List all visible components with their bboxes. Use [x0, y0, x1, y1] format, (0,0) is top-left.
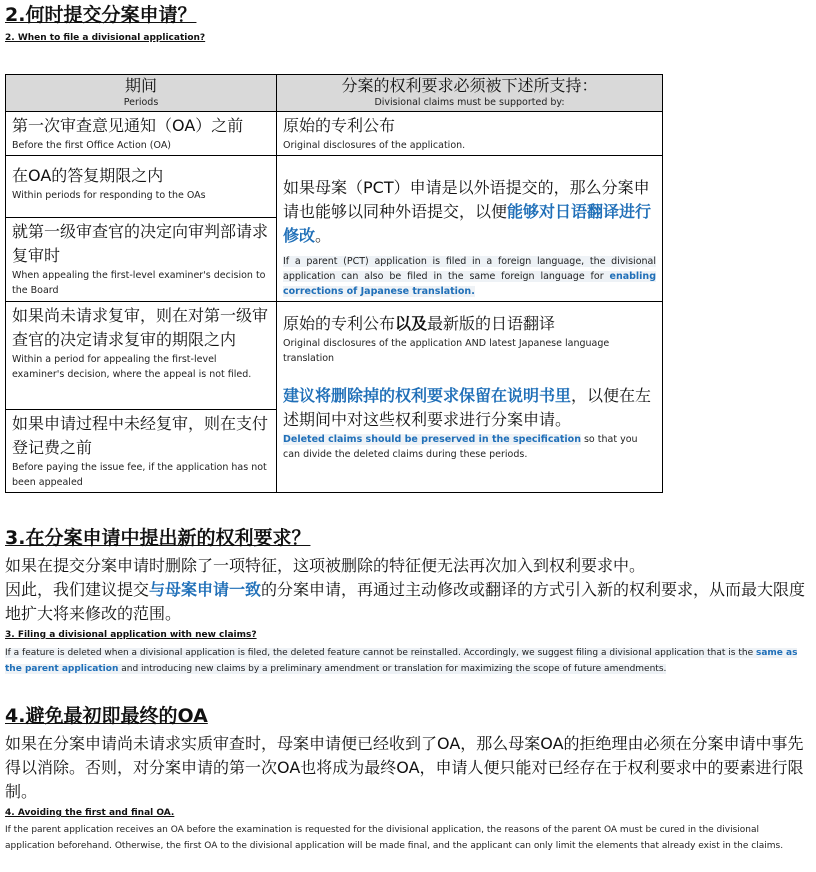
table-header-row [6, 75, 663, 112]
period-zh: 在OA的答复期限之内 [12, 166, 164, 185]
support-note-zh-text: ，以便在左述期间中对这些权利要求进行分案申请。 [283, 386, 652, 429]
support-en: Original disclosures of the application. [283, 140, 466, 151]
period-cell [6, 302, 277, 410]
section-2-subtitle: 2. When to file a divisional application? [5, 33, 206, 43]
support-note-en-text: so that you can divide the deleted claims during these periods. [283, 434, 638, 460]
support-en: Original disclosures of the application AND latest Japanese language translation [283, 338, 610, 364]
support-zh [283, 304, 656, 336]
section-3-en-end: and introducing new claims by a preliminary amendment or translation for maximizing the scope of future amendments. [118, 664, 667, 674]
period-en: Within periods for responding to the OAs [12, 190, 206, 201]
support-en-text: If a parent (PCT) application is filed in a foreign language, the divisional application can also be filed in the same foreign language for [283, 256, 656, 282]
section-4-title: 4.避免最初即最终的OA [5, 705, 208, 727]
section-3-line-2-text: 因此，我们建议提交 [5, 580, 150, 599]
period-en: Within a period for appealing the first-level examiner's decision, where the appeal is not filed. [12, 354, 252, 380]
table-row [6, 302, 663, 410]
section-3-en-text: If a feature is deleted when a divisional application is filed, the deleted feature cannot be reinstalled. Accordingly, we suggest filing a divisional application that is the [5, 648, 756, 658]
section-3-subtitle: 3. Filing a divisional application with new claims? [5, 630, 257, 640]
support-zh-end: 。 [315, 226, 332, 245]
support-note-en [283, 432, 656, 462]
support-zh [283, 158, 656, 248]
support-zh-text: 如果母案（PCT）申请是以外语提交的，那么分案申请也能够以同种外语提交，以便 [283, 178, 650, 221]
support-zh-highlight: 能够对日语翻译进行修改 [283, 202, 652, 245]
section-3-line-1: 如果在提交分案申请时删除了一项特征，这项被删除的特征便无法再次加入到权利要求中。 [5, 556, 646, 575]
section-2-title: 2.何时提交分案申请？ [5, 4, 197, 26]
period-en: Before the first Office Action (OA) [12, 140, 172, 151]
section-3-line-2-highlight: 与母案申请一致 [149, 580, 262, 599]
support-en [283, 248, 656, 299]
period-en: Before paying the issue fee, if the application has not been appealed [12, 462, 267, 488]
support-zh: 原始的专利公布 [283, 116, 396, 135]
support-header-zh: 分案的权利要求必须被下述所支持： [341, 76, 598, 95]
section-3-en [5, 645, 811, 677]
section-4-subtitle: 4. Avoiding the first and final OA. [5, 808, 175, 818]
support-cell [277, 156, 663, 302]
support-header [277, 75, 663, 112]
support-note-zh [283, 366, 656, 432]
period-cell [6, 410, 277, 493]
support-zh-text-2: 最新版的日语翻译 [427, 314, 556, 333]
table-row [6, 112, 663, 156]
section-3-line-2-end: 的分案申请，再通过主动修改或翻译的方式引入新的权利要求，从而最大限度地扩大将来修改的范围。 [5, 580, 806, 623]
periods-header [6, 75, 277, 112]
period-zh: 如果申请过程中未经复审，则在支付登记费之前 [12, 414, 269, 457]
period-cell [6, 217, 277, 301]
period-cell [6, 156, 277, 218]
support-note-en-highlight: Deleted claims should be preserved in the specification [283, 434, 581, 445]
periods-header-zh: 期间 [124, 76, 157, 95]
period-zh: 如果尚未请求复审，则在对第一级审查官的决定请求复审的期限之内 [12, 306, 269, 349]
period-en: When appealing the first-level examiner's decision to the Board [12, 269, 266, 296]
section-3-en-highlight: same as the parent application [5, 648, 798, 674]
period-cell [6, 112, 277, 156]
section-4-body: 如果在分案申请尚未请求实质审查时，母案申请便已经收到了OA，那么母案OA的拒绝理由必须在分案申请中事先得以消除。否则，对分案申请的第一次OA也将成为最终OA，申请人便只能对已经存在于权利要求中的要素进行限制。 [5, 734, 804, 801]
periods-header-en: Periods [123, 97, 159, 108]
support-zh-text: 原始的专利公布 [283, 314, 396, 333]
support-header-en: Divisional claims must be supported by: [374, 97, 565, 108]
table-row [6, 156, 663, 218]
period-zh: 第一次审查意见通知（OA）之前 [12, 116, 244, 135]
support-cell [277, 302, 663, 493]
support-zh-bold: 以及 [395, 314, 428, 333]
support-en-highlight: enabling corrections of Japanese translation. [283, 271, 656, 297]
section-4-en: If the parent application receives an OA before the examination is requested for the divisional application, the reasons of the parent OA must be cured in the divisional application beforehand. Otherwise, the first OA to the divisional application will be made final, and the applicant can only limit the elements that already exist in the claims. [5, 825, 784, 851]
section-3-line-2 [5, 578, 811, 626]
divisional-periods-table [5, 74, 663, 493]
support-cell [277, 112, 663, 156]
section-3-body [5, 554, 811, 626]
section-3-title: 3.在分案申请中提出新的权利要求？ [5, 527, 311, 549]
support-note-zh-highlight: 建议将删除掉的权利要求保留在说明书里 [283, 386, 572, 405]
period-zh: 就第一级审查官的决定向审判部请求复审时 [12, 221, 269, 265]
